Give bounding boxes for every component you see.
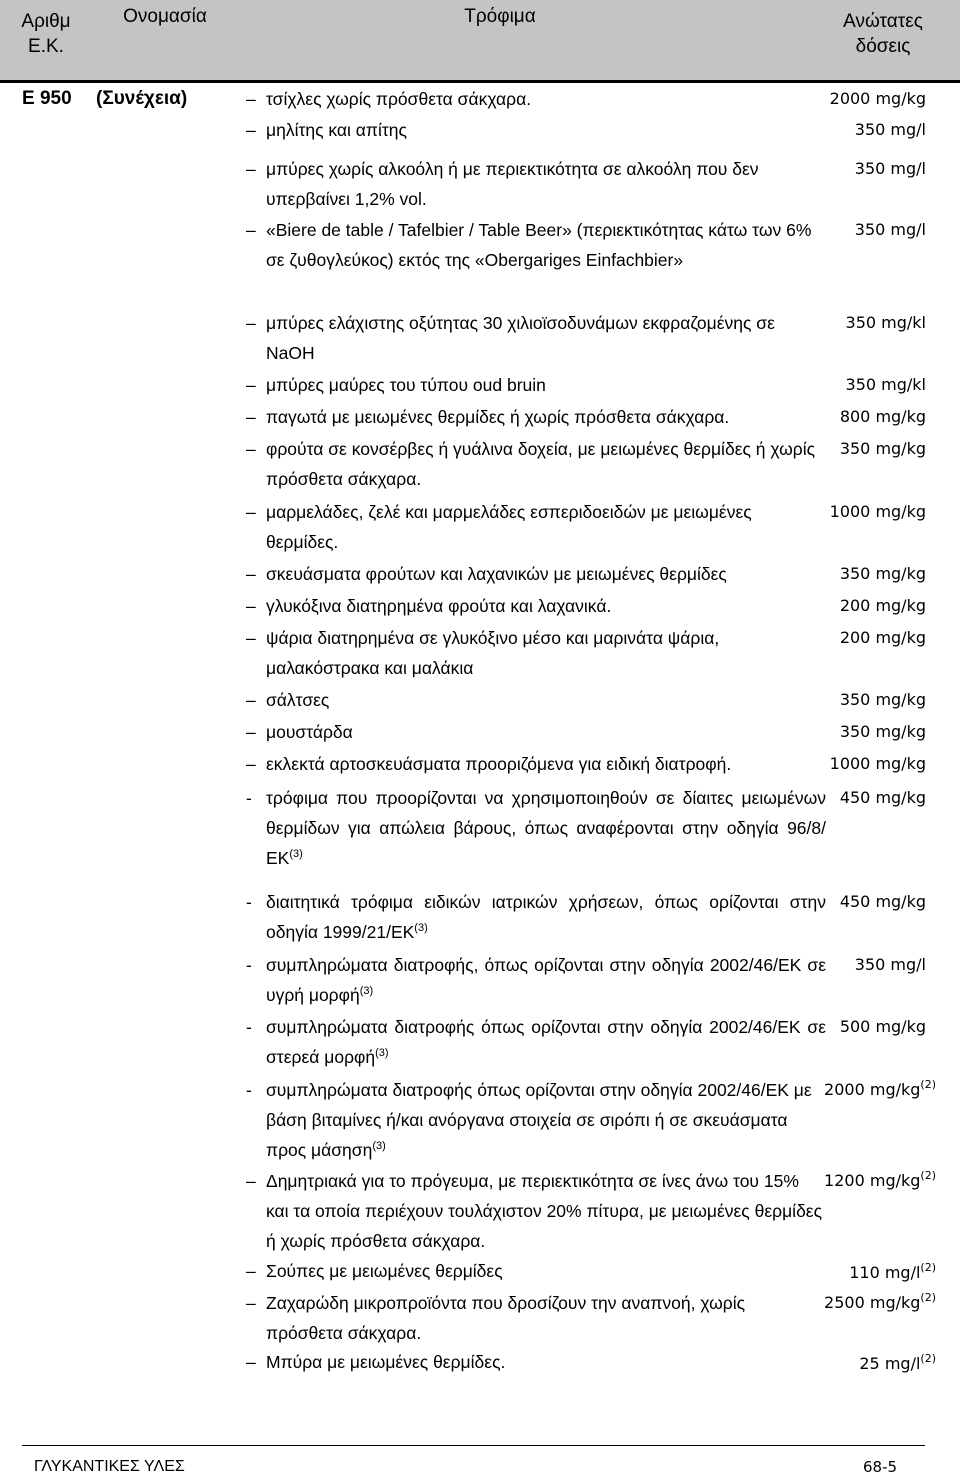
dose-value: 1000 mg/kg (829, 754, 926, 773)
food-text: τσίχλες χωρίς πρόσθετα σάκχαρα. (266, 89, 532, 109)
max-dose (840, 1012, 926, 1042)
food-item (246, 84, 826, 114)
food-text: μπύρες ελάχιστης οξύτητας 30 χιλιοϊσοδυνάμων εκφραζομένης σε NaOH (266, 313, 775, 363)
dose-value: 350 mg/l (854, 220, 926, 239)
food-item (246, 1288, 826, 1348)
food-item (246, 783, 826, 873)
list-dash: – (246, 564, 256, 584)
food-text: συμπληρώματα διατροφής όπως ορίζονται στην οδηγία 2002/46/ΕΚ σε στερεά μορφή (266, 1017, 826, 1067)
dose-value: 200 mg/kg (839, 628, 926, 647)
food-item (246, 717, 826, 747)
max-dose (840, 434, 926, 464)
list-dash: – (246, 439, 256, 459)
food-item (246, 749, 826, 779)
food-text: μαρμελάδες, ζελέ και μαρμελάδες εσπεριδοειδών με μειωμένες θερμίδες. (266, 502, 752, 552)
list-dash: – (246, 628, 256, 648)
footnote-ref: (3) (375, 1047, 389, 1059)
max-dose (824, 1075, 936, 1105)
max-dose (859, 1349, 936, 1379)
food-item (246, 402, 826, 432)
dose-value: 450 mg/kg (839, 892, 926, 911)
max-dose (840, 591, 926, 621)
food-item (246, 559, 826, 589)
max-dose (840, 559, 926, 589)
list-dash: – (246, 407, 256, 427)
list-dash: - (246, 788, 252, 808)
food-item (246, 1256, 826, 1286)
footnote-ref: (3) (359, 985, 374, 997)
dose-footnote-ref: (2) (920, 1291, 936, 1304)
max-dose (830, 749, 926, 779)
food-item (246, 308, 826, 368)
list-dash: - (246, 1080, 252, 1100)
footnote-ref: (3) (414, 922, 428, 934)
header-food: Τρόφιμα (464, 6, 536, 27)
list-dash: – (246, 1293, 256, 1313)
list-dash: – (246, 120, 256, 140)
footnote-ref: (3) (289, 848, 303, 860)
food-item (246, 887, 826, 947)
additive-code: E 950 (22, 88, 72, 109)
dose-footnote-ref: (2) (920, 1261, 936, 1274)
max-dose (855, 215, 926, 245)
list-dash: – (246, 313, 256, 333)
food-text: εκλεκτά αρτοσκευάσματα προοριζόμενα για ειδική διατροφή. (266, 754, 732, 774)
list-dash: – (246, 754, 256, 774)
food-text: διαιτητικά τρόφιμα ειδικών ιατρικών χρήσεων, όπως ορίζονται στην οδηγία 1999/21/ΕΚ (266, 892, 826, 942)
dose-value: 1000 mg/kg (829, 502, 926, 521)
dose-value: 200 mg/kg (839, 596, 926, 615)
list-dash: – (246, 220, 256, 240)
food-text: τρόφιμα που προορίζονται να χρησιμοποιηθούν σε δίαιτες μειωμένων θερμίδων για απώλεια βάρους, όπως αναφέρονται στην οδηγία 96/8/ΕΚ (266, 788, 826, 868)
table-header (0, 0, 960, 80)
footnote-ref: (3) (372, 1140, 386, 1152)
page-number: 68-5 (863, 1458, 898, 1476)
food-item (246, 1166, 826, 1256)
max-dose (840, 717, 926, 747)
list-dash: – (246, 375, 256, 395)
dose-value: 350 mg/kl (845, 313, 926, 332)
food-text: σάλτσες (266, 690, 330, 710)
food-item (246, 154, 826, 214)
dose-value: 350 mg/kl (845, 375, 926, 394)
food-text: γλυκόξινα διατηρημένα φρούτα και λαχανικά. (266, 596, 612, 616)
dose-value: 500 mg/kg (839, 1017, 926, 1036)
food-item (246, 370, 826, 400)
food-item (246, 1012, 826, 1072)
list-dash: – (246, 1261, 256, 1281)
max-dose (855, 115, 926, 145)
dose-value: 350 mg/kg (839, 564, 926, 583)
header-code: Αριθμ Ε.Κ. (21, 11, 71, 57)
food-text: Ζαχαρώδη μικροπροϊόντα που δροσίζουν την αναπνοή, χωρίς πρόσθετα σάκχαρα. (266, 1293, 746, 1343)
food-text: Δημητριακά για το πρόγευμα, με περιεκτικότητα σε ίνες άνω του 15% και τα οποία περιέχουν τουλάχιστον 20% πίτυρα, με μειωμένες θερμίδες ή χωρίς πρόσθετα σάκχαρα. (266, 1171, 823, 1251)
additive-name: (Συνέχεια) (96, 88, 188, 109)
list-dash: – (246, 502, 256, 522)
max-dose (849, 1258, 936, 1288)
food-text: φρούτα σε κονσέρβες ή γυάλινα δοχεία, με μειωμένες θερμίδες ή χωρίς πρόσθετα σάκχαρα. (266, 439, 816, 489)
dose-value: 350 mg/kg (839, 690, 926, 709)
dose-footnote-ref: (2) (920, 1352, 936, 1365)
max-dose (846, 370, 926, 400)
dose-value: 350 mg/l (854, 955, 926, 974)
food-text: Μπύρα με μειωμένες θερμίδες. (266, 1352, 506, 1372)
food-text: μηλίτης και απίτης (266, 120, 407, 140)
max-dose (840, 887, 926, 917)
max-dose (824, 1166, 936, 1196)
list-dash: - (246, 892, 252, 912)
food-text: συμπληρώματα διατροφής, όπως ορίζονται στην οδηγία 2002/46/ΕΚ σε υγρή μορφή (266, 955, 826, 1005)
list-dash: – (246, 159, 256, 179)
food-text: παγωτά με μειωμένες θερμίδες ή χωρίς πρόσθετα σάκχαρα. (266, 407, 730, 427)
dose-value: 2000 mg/kg (829, 89, 926, 108)
list-dash: – (246, 722, 256, 742)
food-item (246, 591, 826, 621)
food-item (246, 1347, 826, 1377)
dose-footnote-ref: (2) (920, 1169, 936, 1182)
food-item (246, 115, 826, 145)
max-dose (840, 402, 926, 432)
food-item (246, 497, 826, 557)
food-text: μουστάρδα (266, 722, 353, 742)
max-dose (840, 783, 926, 813)
food-text: ψάρια διατηρημένα σε γλυκόξινο μέσο και μαρινάτα ψάρια, μαλακόστρακα και μαλάκια (266, 628, 720, 678)
food-text: μπύρες μαύρες του τύπου oud bruin (266, 375, 546, 395)
header-rule (0, 80, 960, 83)
food-text: Σούπες με μειωμένες θερμίδες (266, 1261, 503, 1281)
food-text: σκευάσματα φρούτων και λαχανικών με μειωμένες θερμίδες (266, 564, 727, 584)
food-item (246, 623, 826, 683)
max-dose (830, 84, 926, 114)
food-item (246, 434, 826, 494)
list-dash: – (246, 1171, 256, 1191)
dose-value: 350 mg/kg (839, 439, 926, 458)
max-dose (830, 497, 926, 527)
list-dash: - (246, 955, 252, 975)
list-dash: – (246, 1352, 256, 1372)
list-dash: – (246, 89, 256, 109)
header-name: Ονομασία (123, 6, 207, 27)
food-item (246, 950, 826, 1010)
dose-footnote-ref: (2) (920, 1078, 936, 1091)
food-item (246, 685, 826, 715)
dose-value: 1200 mg/kg (824, 1171, 921, 1190)
footer-rule (22, 1445, 925, 1446)
food-item (246, 215, 826, 275)
dose-value: 350 mg/l (854, 120, 926, 139)
list-dash: – (246, 596, 256, 616)
header-dose: Ανώτατες δόσεις (843, 11, 923, 57)
dose-value: 2000 mg/kg (824, 1080, 921, 1099)
food-text: συμπληρώματα διατροφής όπως ορίζονται στην οδηγία 2002/46/ΕΚ με βάση βιταμίνες ή/και ανόργανα στοιχεία σε σιρόπι ή σε σκευάσματα προς μάσηση (266, 1080, 812, 1160)
max-dose (824, 1288, 936, 1318)
food-item (246, 1075, 826, 1165)
footer-title: ΓΛΥΚΑΝΤΙΚΕΣ ΥΛΕΣ (34, 1458, 185, 1475)
dose-value: 800 mg/kg (839, 407, 926, 426)
dose-value: 25 mg/l (859, 1354, 921, 1373)
list-dash: - (246, 1017, 252, 1037)
dose-value: 110 mg/l (849, 1263, 921, 1282)
dose-value: 450 mg/kg (839, 788, 926, 807)
food-text: «Biere de table / Tafelbier / Table Beer» (περιεκτικότητας κάτω των 6% σε ζυθογλεύκος) εκτός της «Obergariges Einfachbier» (266, 220, 812, 270)
dose-value: 350 mg/kg (839, 722, 926, 741)
max-dose (846, 308, 926, 338)
max-dose (840, 685, 926, 715)
max-dose (855, 950, 926, 980)
max-dose (855, 154, 926, 184)
max-dose (840, 623, 926, 653)
dose-value: 2500 mg/kg (824, 1293, 921, 1312)
food-text: μπύρες χωρίς αλκοόλη ή με περιεκτικότητα σε αλκοόλη που δεν υπερβαίνει 1,2% vol. (266, 159, 759, 209)
dose-value: 350 mg/l (854, 159, 926, 178)
list-dash: – (246, 690, 256, 710)
